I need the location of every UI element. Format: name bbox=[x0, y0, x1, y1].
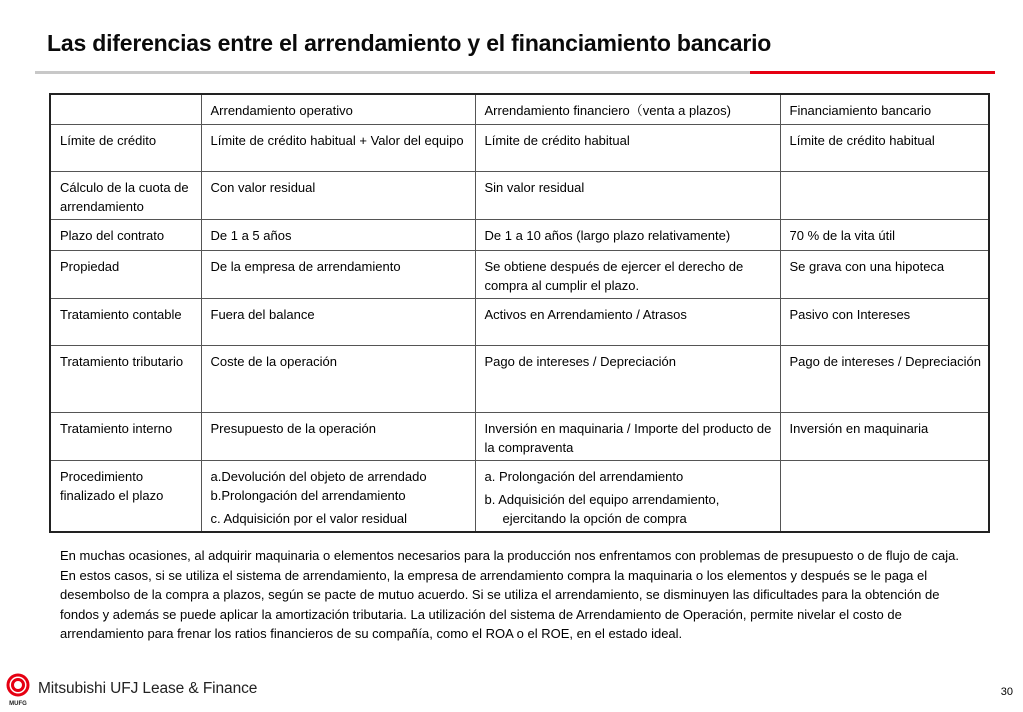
row-label: Tratamiento tributario bbox=[50, 345, 201, 412]
table-cell: Con valor residual bbox=[201, 171, 475, 219]
page-number: 30 bbox=[1000, 686, 1013, 698]
table-header-cell: Arrendamiento operativo bbox=[201, 94, 475, 124]
table-cell: De 1 a 5 años bbox=[201, 219, 475, 250]
table-cell: Presupuesto de la operación bbox=[201, 412, 475, 460]
table-cell: Coste de la operación bbox=[201, 345, 475, 412]
row-label: Plazo del contrato bbox=[50, 219, 201, 250]
table-cell bbox=[475, 460, 780, 532]
list-item: a. Prolongación del arrendamiento bbox=[484, 468, 684, 484]
table-cell: De 1 a 10 años (largo plazo relativamente) bbox=[475, 219, 780, 250]
comparison-table bbox=[49, 93, 990, 533]
table-cell: Pago de intereses / Depreciación bbox=[475, 345, 780, 412]
table-cell: Pasivo con Intereses bbox=[780, 298, 989, 345]
table-row bbox=[50, 412, 989, 460]
mufg-logo-icon bbox=[6, 673, 36, 712]
list-item: b.Prolongación del arrendamiento bbox=[210, 487, 406, 503]
row-label: Cálculo de la cuota de arrendamiento bbox=[50, 171, 201, 219]
row-label: Tratamiento interno bbox=[50, 412, 201, 460]
table-cell: 70 % de la vita útil bbox=[780, 219, 989, 250]
brand-name: Mitsubishi UFJ Lease & Finance bbox=[38, 680, 258, 697]
table-header-cell: Arrendamiento financiero（venta a plazos) bbox=[475, 94, 780, 124]
list-item: b. Adquisición del equipo arrendamiento, bbox=[484, 491, 720, 507]
table-cell bbox=[780, 460, 989, 532]
table-cell: Sin valor residual bbox=[475, 171, 780, 219]
table-row bbox=[50, 124, 989, 171]
table-cell bbox=[780, 171, 989, 219]
table-row bbox=[50, 345, 989, 412]
list-item: a.Devolución del objeto de arrendado bbox=[210, 468, 427, 484]
description-paragraph: En muchas ocasiones, al adquirir maquinaria o elementos necesarios para la producción nos enfrentamos con problemas de presupuesto o de flujo de caja. En estos casos, si se utiliza el sistema de arrendamiento, la empresa de arrendamiento compra la maquinaria o los elementos y después se le paga el desembolso de la compra a plazos, según se pacte de mutuo acuerdo. Si se utiliza el arrendamiento, se disminuyen las dificultades para la obtención de fondos y además se puede aplicar la amortización tributaria. La utilización del sistema de Arrendamiento de Operación, permite nivelar el costo de arrendamiento para frenar los ratios financieros de su compañía, como el ROA o el ROE, en el estado ideal. bbox=[60, 548, 959, 641]
svg-text:MUFG: MUFG bbox=[9, 701, 27, 707]
table-header-cell: Financiamiento bancario bbox=[780, 94, 989, 124]
table-cell: Límite de crédito habitual bbox=[780, 124, 989, 171]
table-header-cell bbox=[50, 94, 201, 124]
table-row bbox=[50, 298, 989, 345]
table-row bbox=[50, 460, 989, 532]
row-label: Propiedad bbox=[50, 250, 201, 298]
table-cell: De la empresa de arrendamiento bbox=[201, 250, 475, 298]
list-item: c. Adquisición por el valor residual bbox=[210, 510, 408, 526]
table-cell: Pago de intereses / Depreciación bbox=[780, 345, 989, 412]
table-header-row bbox=[50, 94, 989, 124]
table-row bbox=[50, 219, 989, 250]
list-item: ejercitando la opción de compra bbox=[502, 510, 687, 526]
table-cell bbox=[201, 460, 475, 532]
table-cell: Inversión en maquinaria bbox=[780, 412, 989, 460]
table-cell: Fuera del balance bbox=[201, 298, 475, 345]
table-cell: Activos en Arrendamiento / Atrasos bbox=[475, 298, 780, 345]
title-divider-red bbox=[750, 71, 995, 74]
table-cell: Inversión en maquinaria / Importe del producto de la compraventa bbox=[475, 412, 780, 460]
row-label: Procedimiento finalizado el plazo bbox=[50, 460, 201, 532]
table-cell: Límite de crédito habitual bbox=[475, 124, 780, 171]
table-cell: Se obtiene después de ejercer el derecho de compra al cumplir el plazo. bbox=[475, 250, 780, 298]
table-row bbox=[50, 171, 989, 219]
table-row bbox=[50, 250, 989, 298]
table-cell: Límite de crédito habitual + Valor del equipo bbox=[201, 124, 475, 171]
table-cell: Se grava con una hipoteca bbox=[780, 250, 989, 298]
page-title: Las diferencias entre el arrendamiento y el financiamiento bancario bbox=[47, 30, 772, 56]
row-label: Tratamiento contable bbox=[50, 298, 201, 345]
row-label: Límite de crédito bbox=[50, 124, 201, 171]
title-divider-gray bbox=[35, 71, 750, 74]
